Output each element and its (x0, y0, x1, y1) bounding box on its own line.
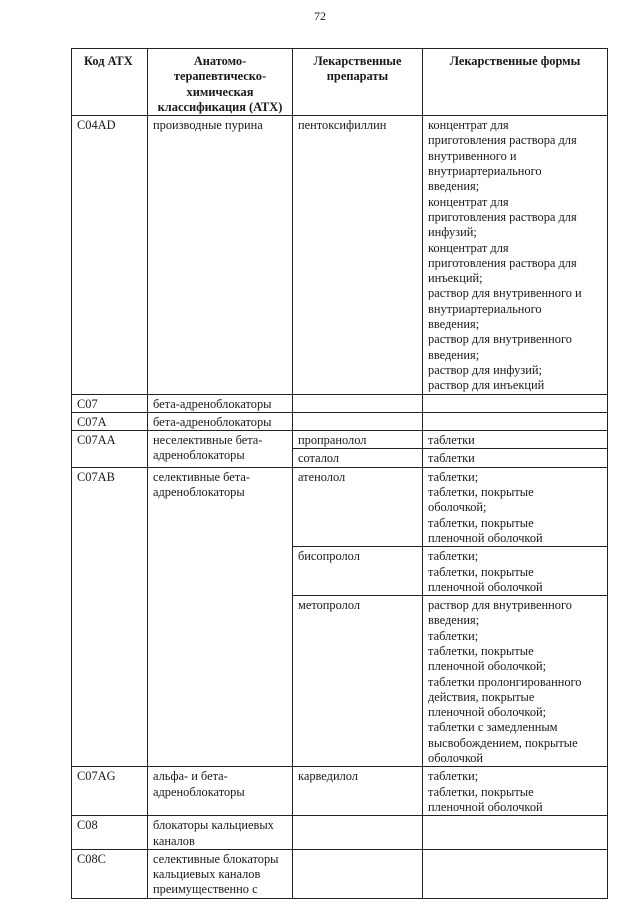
form-line: таблетки; (428, 769, 479, 784)
form-line: концентрат для (428, 118, 509, 133)
atc-code: C07 (72, 394, 148, 412)
form-line: инъекций; (428, 271, 483, 286)
drug-name: пентоксифиллин (293, 116, 423, 394)
form-line: таблетки, покрытые (428, 643, 534, 658)
form-line: таблетки пролонгированного (428, 674, 582, 689)
atc-code: C07A (72, 412, 148, 430)
header-row (72, 49, 608, 116)
form-line: раствор для инфузий; (428, 362, 542, 377)
class-line: каналов (153, 833, 195, 848)
table-row (72, 412, 608, 430)
atc-table (71, 48, 608, 899)
form-line: введения; (428, 179, 480, 194)
class-line: преимущественно с (153, 882, 258, 897)
form-line: раствор для внутривенного (428, 332, 572, 347)
form-line: оболочкой (428, 751, 484, 766)
drug-name: бисопролол (293, 547, 423, 596)
dosage-forms: таблетки (423, 431, 608, 449)
atc-code: C04AD (72, 116, 148, 394)
drug-name: соталол (293, 449, 423, 467)
dosage-forms (423, 767, 608, 816)
form-line: пленочной оболочкой (428, 579, 543, 594)
table-row (72, 816, 608, 850)
atc-class (148, 849, 293, 898)
dosage-forms (423, 816, 608, 850)
form-line: таблетки; (428, 628, 479, 643)
dosage-forms (423, 467, 608, 546)
form-line: введения; (428, 613, 480, 628)
class-line: неселективные бета- (153, 433, 263, 448)
form-line: приготовления раствора для (428, 255, 577, 270)
table-row (72, 394, 608, 412)
atc-code: C08 (72, 816, 148, 850)
header-drugs-line: препараты (326, 69, 389, 84)
form-line: инфузий; (428, 225, 477, 240)
form-line: оболочкой; (428, 500, 487, 515)
form-line: пленочной оболочкой; (428, 659, 547, 674)
page-number: 72 (314, 9, 326, 23)
form-line: пленочной оболочкой; (428, 705, 547, 720)
form-line: введения; (428, 317, 480, 332)
atc-code: C07AB (72, 467, 148, 767)
table-row (72, 467, 608, 546)
dosage-forms (423, 547, 608, 596)
class-line: адреноблокаторы (153, 448, 245, 463)
form-line: таблетки, покрытые (428, 515, 534, 530)
header-drugs-line: Лекарственные (313, 54, 402, 68)
form-line: внутриартериального (428, 301, 542, 316)
dosage-forms (423, 849, 608, 898)
atc-class (148, 431, 293, 468)
class-line: селективные блокаторы (153, 851, 279, 866)
class-line: адреноблокаторы (153, 784, 245, 799)
form-line: внутривенного и (428, 148, 517, 163)
drug-name (293, 816, 423, 850)
dosage-forms (423, 116, 608, 394)
form-line: приготовления раствора для (428, 209, 577, 224)
form-line: введения; (428, 347, 480, 362)
dosage-forms (423, 596, 608, 767)
atc-code: C07AA (72, 431, 148, 468)
header-class-line: Анатомо- (193, 54, 247, 68)
header-class-line: химическая (186, 84, 254, 99)
drug-name: атенолол (293, 467, 423, 546)
atc-class (148, 816, 293, 850)
table-row (72, 431, 608, 449)
header-forms: Лекарственные формы (423, 49, 608, 116)
table-row (72, 849, 608, 898)
atc-code: C07AG (72, 767, 148, 816)
drug-name (293, 394, 423, 412)
class-line: адреноблокаторы (153, 485, 245, 500)
atc-class (148, 767, 293, 816)
drug-name (293, 412, 423, 430)
form-line: действия, покрытые (428, 689, 535, 704)
form-line: таблетки, покрытые (428, 784, 534, 799)
atc-class: бета-адреноблокаторы (148, 394, 293, 412)
atc-code: C08C (72, 849, 148, 898)
class-line: альфа- и бета- (153, 769, 228, 784)
header-class (148, 49, 293, 116)
drug-name (293, 849, 423, 898)
header-class-line: классификация (АТХ) (157, 99, 283, 114)
header-class-line: терапевтическо- (173, 69, 267, 84)
form-line: таблетки; (428, 469, 479, 484)
form-line: пленочной оболочкой (428, 530, 543, 545)
form-line: высвобождением, покрытые (428, 735, 578, 750)
class-line: селективные бета- (153, 469, 250, 484)
atc-class: бета-адреноблокаторы (148, 412, 293, 430)
drug-name: карведилол (293, 767, 423, 816)
class-line: блокаторы кальциевых (153, 818, 274, 833)
form-line: концентрат для (428, 194, 509, 209)
form-line: раствор для внутривенного и (428, 286, 582, 301)
form-line: пленочной оболочкой (428, 799, 543, 814)
form-line: таблетки с замедленным (428, 720, 558, 735)
form-line: таблетки, покрытые (428, 485, 534, 500)
atc-class (148, 467, 293, 767)
drug-name: пропранолол (293, 431, 423, 449)
dosage-forms: таблетки (423, 449, 608, 467)
table-row (72, 116, 608, 394)
form-line: раствор для внутривенного (428, 598, 572, 613)
table-row (72, 767, 608, 816)
form-line: внутриартериального (428, 164, 542, 179)
form-line: таблетки; (428, 549, 479, 564)
atc-class: производные пурина (148, 116, 293, 394)
header-code: Код АТХ (72, 49, 148, 116)
header-drugs (293, 49, 423, 116)
dosage-forms (423, 394, 608, 412)
dosage-forms (423, 412, 608, 430)
form-line: таблетки, покрытые (428, 564, 534, 579)
form-line: раствор для инъекций (428, 378, 545, 393)
form-line: приготовления раствора для (428, 133, 577, 148)
form-line: концентрат для (428, 240, 509, 255)
class-line: кальциевых каналов (153, 867, 261, 882)
drug-name: метопролол (293, 596, 423, 767)
